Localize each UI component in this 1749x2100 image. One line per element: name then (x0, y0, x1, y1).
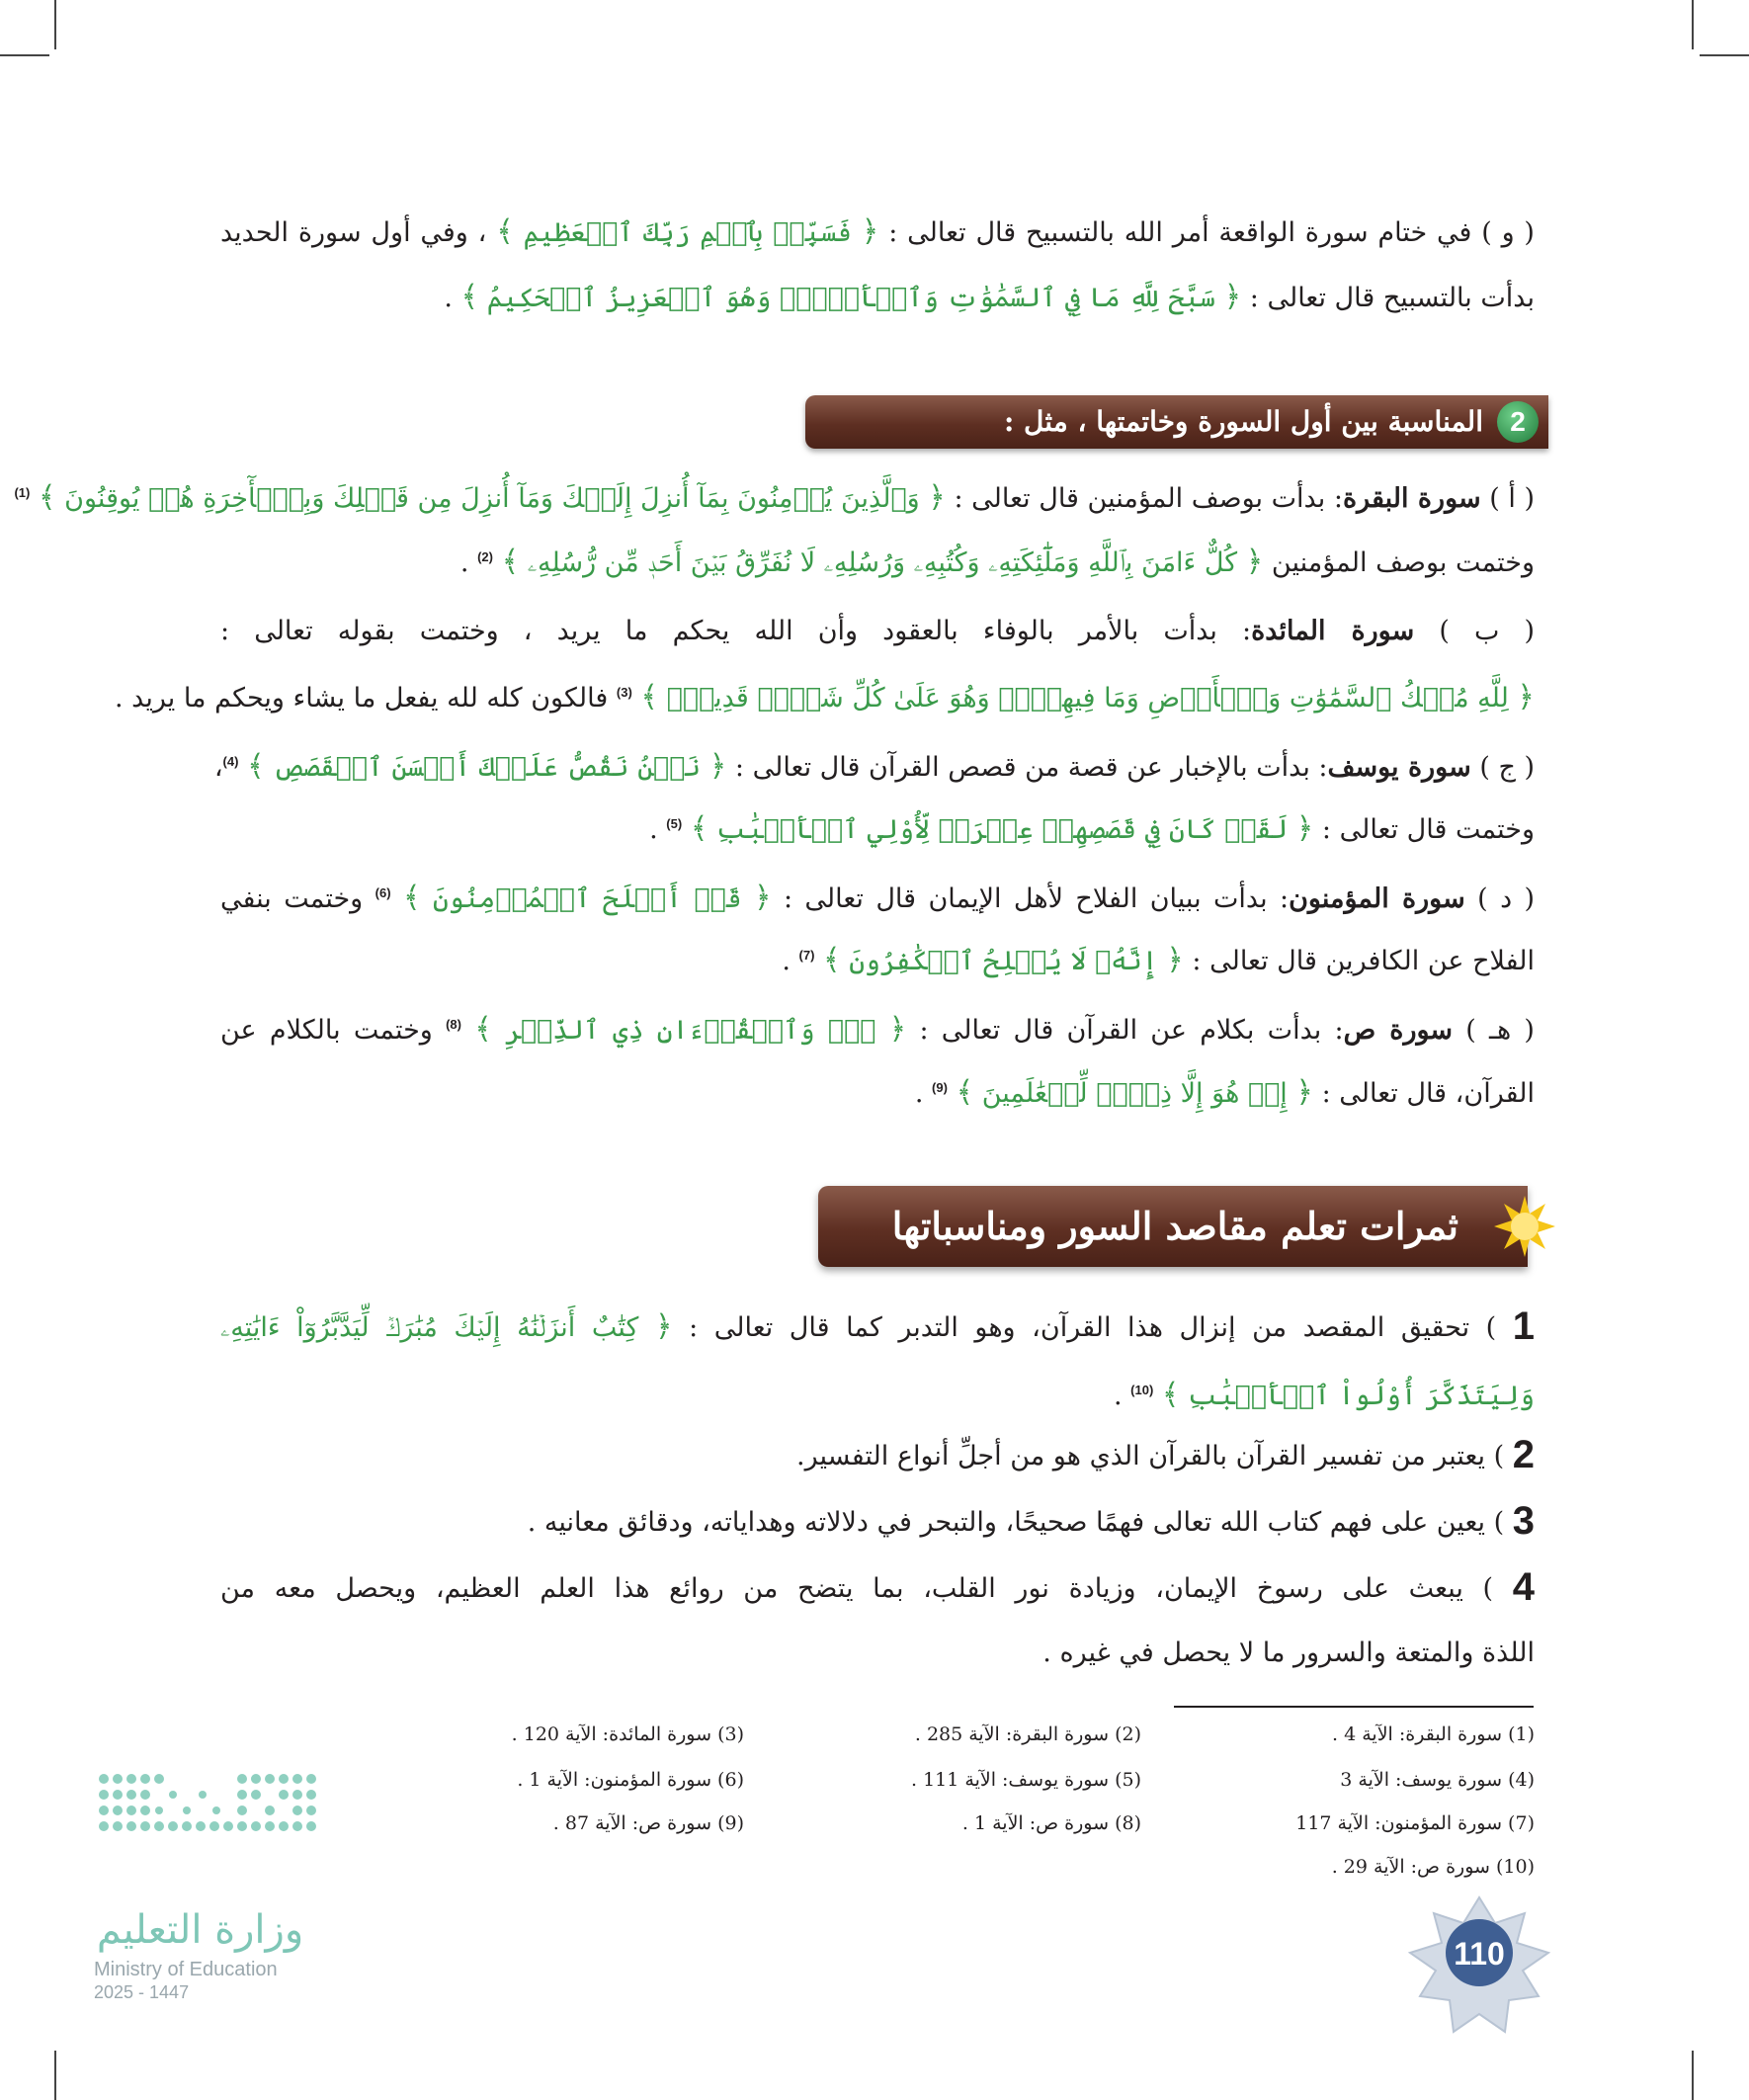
footnote-ref[interactable]: (9) (932, 1080, 948, 1095)
quran-bracket: ﴿ (928, 480, 946, 515)
footnote: (9) سورة ص: الآية 87 . (552, 1812, 744, 1834)
crop-mark (1692, 2051, 1694, 2100)
quran-bracket: ﴿ (1295, 1075, 1313, 1110)
footnote-ref[interactable]: (2) (477, 549, 493, 564)
section-number-badge: 2 (1497, 401, 1539, 443)
item-b-line2 (114, 664, 1535, 727)
text: وختمت بالكلام عن (220, 1015, 433, 1046)
quran-bracket: ﴾ (496, 214, 514, 249)
text: ( و ) في ختام سورة الواقعة أمر الله بالتسبيح قال تعالى : (888, 217, 1535, 248)
text: وختمت بوصف المؤمنين (1271, 547, 1535, 578)
benefit-2: 2 ) يعتبر من تفسير القرآن بالقرآن الذي هو من أجلِّ أنواع التفسير. (796, 1433, 1535, 1476)
quran-verse: صٓۚ وَٱلۡقُرۡءَانِ ذِي ٱلذِّكۡرِ (505, 1015, 876, 1046)
quran-bracket: ﴾ (402, 881, 421, 915)
footnote: (10) سورة ص: الآية 29 . (1331, 1856, 1535, 1878)
footnote-ref[interactable]: (6) (375, 885, 391, 900)
ministry-name-english: Ministry of Education (94, 1959, 278, 1980)
benefits-heading-banner (818, 1186, 1528, 1267)
quran-bracket: ﴿ (888, 1012, 907, 1047)
text-line (220, 204, 1535, 262)
crop-mark (1692, 0, 1694, 49)
sun-icon (1492, 1194, 1557, 1259)
quran-bracket: ﴿ (1517, 680, 1535, 714)
quran-verse: نَحۡنُ نَقُصُّ عَلَيۡكَ أَحۡسَنَ ٱلۡقَصَصِ (273, 752, 702, 783)
quran-bracket: ﴾ (38, 480, 56, 515)
quran-verse: سَبَّحَ لِلَّهِ مَا فِي ٱلسَّمَٰوَٰتِ وَٱلۡأَرۡضِۖ وَهُوَ ٱلۡعَزِيزُ ٱلۡحَكِيمُ (486, 283, 1216, 313)
quran-bracket: ﴿ (861, 214, 879, 249)
footnote-ref[interactable]: (1) (14, 485, 31, 500)
text-line (220, 269, 1535, 327)
text: بدأت بالإخبار عن قصة من قصص القرآن قال تعالى : (734, 752, 1310, 783)
quran-bracket: ﴿ (1245, 545, 1264, 579)
text: ، وفي أول سورة الحديد (220, 217, 487, 248)
page-number-badge (1410, 1897, 1548, 2036)
benefit-number: 2 (1512, 1433, 1535, 1476)
surah-name: سورة المؤمنون (1289, 883, 1465, 914)
surah-name: سورة المائدة (1251, 616, 1415, 646)
text: . (444, 283, 453, 313)
text: يعين على فهم كتاب الله تعالى فهمًا صحيحًا، والتبحر في دلالاته وهداياته، ودقائق معانيه . (527, 1507, 1486, 1538)
footnote: (8) سورة ص: الآية 1 . (961, 1812, 1141, 1834)
text: يعتبر من تفسير القرآن بالقرآن الذي هو من أجلِّ أنواع التفسير. (796, 1441, 1486, 1471)
quran-bracket: ﴿ (1223, 280, 1242, 314)
footnote: (4) سورة يوسف: الآية 3 (1340, 1769, 1535, 1791)
benefit-1-line2: وَلِيَتَذَكَّرَ أُوْلُواْ ٱلۡأَلۡبَٰبِ ﴾ $^{(10)}$ . (1113, 1378, 1535, 1412)
text: وختمت قال تعالى : (1321, 814, 1535, 845)
footnote-ref[interactable]: (7) (798, 948, 815, 963)
text: الفلاح عن الكافرين قال تعالى : (1192, 946, 1535, 976)
benefit-4-line2 (220, 1625, 1535, 1682)
footnote-divider (1174, 1706, 1534, 1708)
quran-bracket: ﴾ (823, 943, 841, 977)
ministry-year: 2025 - 1447 (94, 1982, 190, 2002)
item-label: ( ج ) (1479, 752, 1535, 783)
text: القرآن، قال تعالى : (1321, 1078, 1535, 1109)
quran-bracket: ﴾ (690, 811, 708, 846)
quran-bracket: ﴿ (753, 881, 772, 915)
crop-mark (54, 0, 56, 49)
quran-bracket: ﴾ (501, 545, 520, 579)
item-e-line1: ( هـ ) سورة ص: بدأت بكلام عن القرآن قال تعالى : ﴿ صٓۚ وَٱلۡقُرۡءَانِ ذِي ٱلذِّكۡرِ ﴾ $^{(8)}$ وختمت بالكلام عن (220, 1012, 1535, 1047)
text: بدأت بوصف المؤمنين قال تعالى : (954, 483, 1326, 514)
text: وختمت بنفي (220, 883, 364, 914)
surah-name: سورة ص (1343, 1015, 1454, 1046)
benefit-number: 4 (1512, 1565, 1535, 1609)
surah-name: سورة البقرة (1342, 483, 1481, 514)
footnote: (7) سورة المؤمنون: الآية 117 (1295, 1812, 1535, 1834)
surah-name: سورة يوسف (1327, 752, 1471, 783)
footnote-ref[interactable]: (8) (446, 1017, 461, 1032)
section-heading: المناسبة بين أول السورة وخاتمتها ، مثل : (1003, 405, 1483, 438)
quran-verse: إِنۡ هُوَ إِلَّا ذِكۡرٞ لِّلۡعَٰلَمِينَ (981, 1078, 1288, 1109)
quran-bracket: ﴾ (247, 749, 265, 784)
benefit-number: 3 (1512, 1499, 1535, 1543)
benefit-1-line1: 1 ) تحقيق المقصد من إنزال هذا القرآن، وهو التدبر كما قال تعالى : ﴿ كِتَٰبٌ أَنزَلۡنَٰهُ إِلَيۡكَ مُبَٰرَكٞ لِّيَدَّبَّرُوٓاْ ءَايَٰتِهِۦ (220, 1304, 1535, 1348)
benefit-number: 1 (1512, 1304, 1535, 1348)
quran-bracket: ﴿ (708, 749, 727, 784)
footnote-ref[interactable]: (5) (666, 816, 683, 831)
footnote: (2) سورة البقرة: الآية 285 . (914, 1723, 1141, 1745)
item-d-line1: ( د ) سورة المؤمنون: بدأت ببيان الفلاح لأهل الإيمان قال تعالى : ﴿ قَدۡ أَفۡلَحَ ٱلۡمُؤۡمِنُونَ ﴾ $^{(6)}$ وختمت بنفي (220, 881, 1536, 915)
quran-verse: إِنَّهُۥ لَا يُفۡلِحُ ٱلۡكَٰفِرُونَ (849, 946, 1158, 976)
quran-verse: كِتَٰبٌ أَنزَلۡنَٰهُ إِلَيۡكَ مُبَٰرَكٞ لِّيَدَّبَّرُوٓاْ ءَايَٰتِهِۦ (220, 1312, 639, 1343)
crop-mark (54, 2051, 56, 2100)
text: بدأت ببيان الفلاح لأهل الإيمان قال تعالى : (783, 883, 1268, 914)
quran-bracket: ﴾ (956, 1075, 974, 1110)
item-label: ( د ) (1477, 883, 1536, 914)
item-c-line2: وختمت قال تعالى : ﴿ لَقَدۡ كَانَ فِي قَصَصِهِمۡ عِبۡرَةٞ لِّأُوْلِي ٱلۡأَلۡبَٰبِ ﴾ $^{(5)}$ . (649, 811, 1535, 846)
crop-mark (1700, 54, 1749, 56)
item-a-line1: ( أ ) سورة البقرة: بدأت بوصف المؤمنين قال تعالى : ﴿ وَٱلَّذِينَ يُؤۡمِنُونَ بِمَآ أُنزِلَ إِلَيۡكَ وَمَآ أُنزِلَ مِن قَبۡلِكَ وَبِٱلۡأٓخِرَةِ هُمۡ يُوقِنُونَ ﴾ $^{(1)}$ (14, 480, 1535, 515)
text: تحقيق المقصد من إنزال هذا القرآن، وهو التدبر كما قال تعالى : (689, 1312, 1470, 1343)
quran-bracket: ﴾ (474, 1012, 492, 1047)
quran-bracket: ﴿ (1166, 943, 1184, 977)
quran-bracket: ﴿ (1295, 811, 1314, 846)
item-e-line2: القرآن، قال تعالى : ﴿ إِنۡ هُوَ إِلَّا ذِكۡرٞ لِّلۡعَٰلَمِينَ ﴾ $^{(9)}$ . (914, 1075, 1535, 1110)
footnote: (1) سورة البقرة: الآية 4 . (1332, 1723, 1535, 1745)
benefit-4-line1: 4 ) يبعث على رسوخ الإيمان، وزيادة نور القلب، بما يتضح من روائع هذا العلم العظيم، ويحصل معه من (220, 1565, 1535, 1609)
footnote: (3) سورة المائدة: الآية 120 . (511, 1723, 744, 1745)
quran-verse: قَدۡ أَفۡلَحَ ٱلۡمُؤۡمِنُونَ (432, 883, 742, 914)
text: بدأت بالتسبيح قال تعالى : (1249, 283, 1535, 313)
page-number: 110 (1454, 1936, 1505, 1972)
quran-bracket: ﴾ (460, 280, 479, 314)
benefits-heading: ثمرات تعلم مقاصد السور ومناسباتها (891, 1204, 1458, 1248)
footnote: (5) سورة يوسف: الآية 111 . (911, 1769, 1141, 1791)
text: يبعث على رسوخ الإيمان، وزيادة نور القلب، بما يتضح من روائع هذا العلم العظيم، ويحصل معه من (220, 1573, 1463, 1604)
text: بدأت بكلام عن القرآن قال تعالى : (919, 1015, 1322, 1046)
quran-verse: كُلٌّ ءَامَنَ بِٱللَّهِ وَمَلَٰٓئِكَتِهِۦ وَكُتُبِهِۦ وَرُسُلِهِۦ لَا نُفَرِّقُ بَيۡنَ أَحَدٖ مِّن رُّسُلِهِۦ (527, 547, 1238, 578)
text: اللذة والمتعة والسرور ما لا يحصل في غيره . (1042, 1638, 1535, 1668)
quran-verse: فَسَبِّحۡ بِٱسۡمِ رَبِّكَ ٱلۡعَظِيمِ (523, 217, 852, 248)
item-label: ( هـ ) (1465, 1015, 1535, 1046)
quran-verse: لَقَدۡ كَانَ فِي قَصَصِهِمۡ عِبۡرَةٞ لِّأُوْلِي ٱلۡأَلۡبَٰبِ (715, 814, 1289, 845)
quran-verse: وَلِيَتَذَكَّرَ أُوْلُواْ ٱلۡأَلۡبَٰبِ (1188, 1381, 1535, 1411)
ministry-name-arabic: وزارة التعليم (96, 1907, 304, 1953)
footnote-ref[interactable]: (4) (222, 754, 239, 769)
footnote-ref[interactable]: (3) (616, 685, 632, 700)
item-label: ( أ ) (1489, 483, 1535, 514)
quran-verse: وَٱلَّذِينَ يُؤۡمِنُونَ بِمَآ أُنزِلَ إِلَيۡكَ وَمَآ أُنزِلَ مِن قَبۡلِكَ وَبِٱلۡأٓخِرَةِ هُمۡ يُوقِنُونَ (64, 483, 920, 514)
item-d-line2: الفلاح عن الكافرين قال تعالى : ﴿ إِنَّهُۥ لَا يُفۡلِحُ ٱلۡكَٰفِرُونَ ﴾ $^{(7)}$ . (782, 943, 1535, 977)
section-heading-banner (805, 395, 1548, 449)
crop-mark (0, 54, 49, 56)
footnote: (6) سورة المؤمنون: الآية 1 . (517, 1769, 744, 1791)
item-b-line1: ( ب ) سورة المائدة: بدأت بالأمر بالوفاء بالعقود وأن الله يحكم ما يريد ، وختمت بقوله تعالى : (220, 616, 1535, 646)
quran-bracket: ﴿ (654, 1309, 673, 1344)
item-c-line1: ( ج ) سورة يوسف: بدأت بالإخبار عن قصة من قصص القرآن قال تعالى : ﴿ نَحۡنُ نَقُصُّ عَلَيۡكَ أَحۡسَنَ ٱلۡقَصَصِ ﴾ $^{(4)}$، (213, 749, 1535, 784)
text: بدأت بالأمر بالوفاء بالعقود وأن الله يحكم ما يريد ، وختمت بقوله تعالى : (220, 616, 1217, 646)
ministry-logo-icon (94, 1769, 331, 1897)
text: فالكون كله لله يفعل ما يشاء ويحكم ما يريد . (114, 683, 609, 714)
benefit-3: 3 ) يعين على فهم كتاب الله تعالى فهمًا صحيحًا، والتبحر في دلالاته وهداياته، ودقائق معانيه . (527, 1499, 1535, 1543)
footnote-ref[interactable]: (10) (1130, 1383, 1154, 1397)
item-label: ( ب ) (1439, 616, 1535, 646)
quran-bracket: ﴾ (640, 680, 658, 714)
item-a-line2: وختمت بوصف المؤمنين ﴿ كُلٌّ ءَامَنَ بِٱللَّهِ وَمَلَٰٓئِكَتِهِۦ وَكُتُبِهِۦ وَرُسُلِهِۦ لَا نُفَرِّقُ بَيۡنَ أَحَدٖ مِّن رُّسُلِهِۦ ﴾ $^{(2)}$ . (459, 545, 1535, 579)
quran-verse: لِلَّهِ مُلۡكُ ٱلسَّمَٰوَٰتِ وَٱلۡأَرۡضِ وَمَا فِيهِنَّۚ وَهُوَ عَلَىٰ كُلِّ شَيۡءٖ قَدِيرُۢ (666, 683, 1509, 714)
quran-bracket: ﴾ (1161, 1378, 1180, 1412)
